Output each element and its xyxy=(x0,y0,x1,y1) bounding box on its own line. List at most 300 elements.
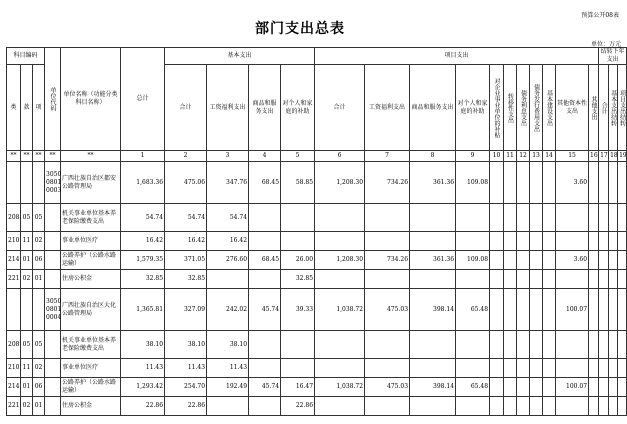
carry-total-cell xyxy=(599,162,609,204)
project-debt-cell xyxy=(517,378,530,397)
basic-total-cell: 32.85 xyxy=(165,270,207,289)
project-personal-cell xyxy=(456,359,490,378)
project-debt-cell xyxy=(517,289,530,331)
subject-kind-cell: 208 xyxy=(7,331,21,359)
item-header: 款 xyxy=(21,65,33,151)
subject-section-cell: 05 xyxy=(33,204,45,232)
basic-total-cell: 38.10 xyxy=(165,331,207,359)
project-wage-cell xyxy=(365,270,410,289)
basic-personal-cell xyxy=(281,204,315,232)
project-other-cell xyxy=(589,204,599,232)
basic-goods-header: 商品和服务支出 xyxy=(249,65,281,151)
subject-kind-cell: 208 xyxy=(7,204,21,232)
index-cell: 9 xyxy=(456,151,490,162)
unit-name-cell: 机关事业单位基本养老保险缴费支出 xyxy=(61,204,121,232)
basic-goods-cell: 45.74 xyxy=(249,378,281,397)
basic-wage-cell: 276.60 xyxy=(207,251,249,270)
carry-project-cell xyxy=(618,162,627,204)
basic-goods-cell xyxy=(249,397,281,416)
unit-name-header: 单位名称（功能分类科目名称） xyxy=(61,48,121,151)
project-capital-cell xyxy=(543,270,556,289)
project-debt-cell xyxy=(517,251,530,270)
carry-basic-header: 基本支出结转 xyxy=(609,65,618,151)
project-wage-cell xyxy=(365,232,410,251)
index-cell: 12 xyxy=(517,151,530,162)
unit-code-cell: 3050 0801 0004 xyxy=(45,289,61,331)
table-row xyxy=(7,359,627,378)
unit-code-header: 单位代码 xyxy=(45,48,61,151)
project-goods-cell xyxy=(410,331,456,359)
project-capital-cell xyxy=(543,359,556,378)
project-total-cell: 1,038.72 xyxy=(315,289,365,331)
project-wage-cell xyxy=(365,397,410,416)
carry-total-header: 合计 xyxy=(599,65,609,151)
subject-item-cell: 02 xyxy=(21,397,33,416)
basic-total-cell: 54.74 xyxy=(165,204,207,232)
index-cell: 8 xyxy=(410,151,456,162)
basic-goods-cell: 45.74 xyxy=(249,289,281,331)
project-other-cell xyxy=(589,331,599,359)
unit-name-cell: 事业单位医疗 xyxy=(61,232,121,251)
table-row xyxy=(7,232,627,251)
carry-basic-cell xyxy=(609,204,618,232)
project-other-capital-cell xyxy=(556,397,589,416)
project-subsidy-cell xyxy=(490,232,504,251)
project-debt-issue-cell xyxy=(530,270,543,289)
table-row xyxy=(7,289,627,331)
carry-project-cell xyxy=(618,397,627,416)
project-goods-cell: 398.14 xyxy=(410,289,456,331)
project-subsidy-cell xyxy=(490,162,504,204)
subject-item-cell: 11 xyxy=(21,232,33,251)
subject-section-cell xyxy=(33,289,45,331)
index-cell: 6 xyxy=(315,151,365,162)
unit-name-cell: 机关事业单位基本养老保险缴费支出 xyxy=(61,331,121,359)
project-wage-cell xyxy=(365,204,410,232)
subject-code-header: 科目编码 xyxy=(7,48,45,65)
project-capital-cell xyxy=(543,232,556,251)
project-other-capital-cell xyxy=(556,204,589,232)
project-transfer-cell xyxy=(504,331,517,359)
project-debt-issue-cell xyxy=(530,251,543,270)
project-transfer-cell xyxy=(504,397,517,416)
index-cell: ** xyxy=(21,151,33,162)
basic-goods-cell xyxy=(249,232,281,251)
project-subsidy-cell xyxy=(490,289,504,331)
project-debt-cell xyxy=(517,397,530,416)
index-cell: ** xyxy=(33,151,45,162)
project-other-header: 其他支出 xyxy=(589,65,599,151)
project-goods-cell: 398.14 xyxy=(410,378,456,397)
kind-header: 类 xyxy=(7,65,21,151)
index-cell: ** xyxy=(45,151,61,162)
project-other-cell xyxy=(589,397,599,416)
basic-wage-cell: 242.02 xyxy=(207,289,249,331)
project-total-cell xyxy=(315,232,365,251)
basic-total-cell: 254.70 xyxy=(165,378,207,397)
unit-code-cell xyxy=(45,204,61,232)
carry-total-cell xyxy=(599,232,609,251)
project-transfer-cell xyxy=(504,270,517,289)
project-other-capital-cell xyxy=(556,359,589,378)
subject-kind-cell xyxy=(7,162,21,204)
carry-basic-cell xyxy=(609,359,618,378)
index-cell: 18 xyxy=(609,151,618,162)
basic-personal-cell xyxy=(281,359,315,378)
index-cell: 7 xyxy=(365,151,410,162)
project-debt-cell xyxy=(517,359,530,378)
project-other-cell xyxy=(589,378,599,397)
subject-item-cell: 01 xyxy=(21,378,33,397)
index-cell: 2 xyxy=(165,151,207,162)
subject-kind-cell: 210 xyxy=(7,359,21,378)
project-total-cell xyxy=(315,397,365,416)
project-other-capital-header: 其他资本性支出 xyxy=(556,65,589,151)
subject-section-cell: 06 xyxy=(33,378,45,397)
project-total-cell: 1,208.30 xyxy=(315,162,365,204)
basic-personal-cell: 26.00 xyxy=(281,251,315,270)
project-capital-cell xyxy=(543,251,556,270)
unit-name-cell: 事业单位医疗 xyxy=(61,359,121,378)
project-personal-header: 对个人和家庭的补助 xyxy=(456,65,490,151)
project-transfer-cell xyxy=(504,289,517,331)
project-debt-issue-cell xyxy=(530,289,543,331)
index-cell: 15 xyxy=(556,151,589,162)
table-row xyxy=(7,162,627,204)
index-cell: 11 xyxy=(504,151,517,162)
carry-total-cell xyxy=(599,289,609,331)
carry-total-cell xyxy=(599,359,609,378)
index-cell: 4 xyxy=(249,151,281,162)
project-other-capital-cell xyxy=(556,232,589,251)
carry-basic-cell xyxy=(609,232,618,251)
basic-total-cell: 22.86 xyxy=(165,397,207,416)
carry-total-cell xyxy=(599,331,609,359)
report-number: 预算公开08表 xyxy=(581,12,619,19)
project-goods-cell xyxy=(410,204,456,232)
basic-wage-cell: 54.74 xyxy=(207,204,249,232)
project-subsidy-cell xyxy=(490,270,504,289)
subject-kind-cell: 221 xyxy=(7,270,21,289)
project-subsidy-cell xyxy=(490,331,504,359)
project-personal-cell xyxy=(456,204,490,232)
basic-personal-cell: 22.86 xyxy=(281,397,315,416)
basic-total-header: 合计 xyxy=(165,65,207,151)
project-capital-cell xyxy=(543,378,556,397)
table-row xyxy=(7,251,627,270)
project-transfer-cell xyxy=(504,378,517,397)
subject-item-cell: 11 xyxy=(21,359,33,378)
carry-total-cell xyxy=(599,251,609,270)
index-cell: 10 xyxy=(490,151,504,162)
project-subsidy-header: 对企业事业单位的补贴 xyxy=(490,65,504,151)
subject-item-cell xyxy=(21,162,33,204)
project-other-cell xyxy=(589,162,599,204)
basic-goods-cell: 68.45 xyxy=(249,162,281,204)
unit-name-cell: 公路养护（公路水路运输） xyxy=(61,378,121,397)
project-other-capital-cell: 3.60 xyxy=(556,162,589,204)
project-goods-cell xyxy=(410,359,456,378)
basic-goods-cell xyxy=(249,359,281,378)
project-personal-cell xyxy=(456,232,490,251)
project-subsidy-cell xyxy=(490,204,504,232)
carry-project-cell xyxy=(618,204,627,232)
subject-item-cell: 01 xyxy=(21,251,33,270)
basic-header: 基本支出 xyxy=(165,48,315,65)
table-row xyxy=(7,378,627,397)
basic-wage-cell xyxy=(207,270,249,289)
index-cell: 16 xyxy=(589,151,599,162)
total-cell: 16.42 xyxy=(121,232,165,251)
table-row xyxy=(7,331,627,359)
project-other-cell xyxy=(589,270,599,289)
basic-total-cell: 475.06 xyxy=(165,162,207,204)
carry-basic-cell xyxy=(609,378,618,397)
carry-project-cell xyxy=(618,251,627,270)
carry-project-header: 项目支出结转 xyxy=(618,65,627,151)
index-cell: 14 xyxy=(543,151,556,162)
basic-total-cell: 11.43 xyxy=(165,359,207,378)
project-goods-cell xyxy=(410,270,456,289)
index-cell: 19 xyxy=(618,151,627,162)
project-transfer-cell xyxy=(504,232,517,251)
project-goods-cell xyxy=(410,232,456,251)
basic-goods-cell xyxy=(249,331,281,359)
project-debt-cell xyxy=(517,331,530,359)
basic-total-cell: 16.42 xyxy=(165,232,207,251)
subject-section-cell: 01 xyxy=(33,270,45,289)
basic-wage-cell: 192.49 xyxy=(207,378,249,397)
project-personal-cell: 65.48 xyxy=(456,289,490,331)
unit-name-cell: 公路养护（公路水路运输） xyxy=(61,251,121,270)
project-debt-issue-header: 债务发行费用支出 xyxy=(530,65,543,151)
carry-basic-cell xyxy=(609,162,618,204)
basic-goods-cell xyxy=(249,204,281,232)
basic-personal-header: 对个人和家庭的补助 xyxy=(281,65,315,151)
carry-total-cell xyxy=(599,397,609,416)
project-goods-cell xyxy=(410,397,456,416)
subject-kind-cell: 210 xyxy=(7,232,21,251)
index-cell: ** xyxy=(7,151,21,162)
basic-personal-cell xyxy=(281,232,315,251)
basic-personal-cell: 32.85 xyxy=(281,270,315,289)
subject-section-cell: 02 xyxy=(33,232,45,251)
project-personal-cell xyxy=(456,397,490,416)
project-personal-cell: 109.08 xyxy=(456,251,490,270)
unit-name-cell: 住房公积金 xyxy=(61,397,121,416)
project-other-cell xyxy=(589,251,599,270)
project-total-cell xyxy=(315,359,365,378)
project-total-cell: 1,208.30 xyxy=(315,251,365,270)
basic-total-cell: 327.09 xyxy=(165,289,207,331)
project-other-capital-cell: 3.60 xyxy=(556,251,589,270)
project-goods-cell: 361.36 xyxy=(410,251,456,270)
project-personal-cell: 65.48 xyxy=(456,378,490,397)
project-transfer-cell xyxy=(504,204,517,232)
project-debt-issue-cell xyxy=(530,162,543,204)
subject-section-cell: 01 xyxy=(33,397,45,416)
carry-basic-cell xyxy=(609,289,618,331)
total-cell: 1,579.35 xyxy=(121,251,165,270)
index-cell: 1 xyxy=(121,151,165,162)
project-total-header: 合计 xyxy=(315,65,365,151)
carry-total-cell xyxy=(599,378,609,397)
project-total-cell xyxy=(315,204,365,232)
project-debt-cell xyxy=(517,162,530,204)
total-cell: 38.10 xyxy=(121,331,165,359)
index-cell: 3 xyxy=(207,151,249,162)
project-other-capital-cell: 100.07 xyxy=(556,378,589,397)
unit-code-cell xyxy=(45,359,61,378)
project-wage-cell: 734.26 xyxy=(365,162,410,204)
unit-code-cell xyxy=(45,270,61,289)
project-debt-issue-cell xyxy=(530,331,543,359)
table-row xyxy=(7,270,627,289)
project-debt-issue-cell xyxy=(530,359,543,378)
subject-item-cell: 02 xyxy=(21,270,33,289)
subject-section-cell xyxy=(33,162,45,204)
subject-section-cell: 06 xyxy=(33,251,45,270)
total-cell: 22.86 xyxy=(121,397,165,416)
project-goods-header: 商品和服务支出 xyxy=(410,65,456,151)
unit-name-cell: 广西壮族自治区都安公路管理局 xyxy=(61,162,121,204)
unit-code-cell xyxy=(45,378,61,397)
basic-personal-cell: 58.85 xyxy=(281,162,315,204)
total-cell: 1,365.81 xyxy=(121,289,165,331)
project-wage-cell: 475.03 xyxy=(365,378,410,397)
project-capital-cell xyxy=(543,204,556,232)
project-transfer-cell xyxy=(504,359,517,378)
carry-basic-cell xyxy=(609,331,618,359)
unit-code-cell xyxy=(45,397,61,416)
total-cell: 11.43 xyxy=(121,359,165,378)
basic-wage-cell: 11.43 xyxy=(207,359,249,378)
project-debt-issue-cell xyxy=(530,397,543,416)
basic-personal-cell: 39.33 xyxy=(281,289,315,331)
total-cell: 54.74 xyxy=(121,204,165,232)
basic-wage-cell: 347.76 xyxy=(207,162,249,204)
carry-project-cell xyxy=(618,378,627,397)
project-total-cell: 1,038.72 xyxy=(315,378,365,397)
project-subsidy-cell xyxy=(490,251,504,270)
carry-header: 结转下年支出 xyxy=(600,48,625,63)
project-transfer-cell xyxy=(504,251,517,270)
total-cell: 1,293.42 xyxy=(121,378,165,397)
unit-name-cell: 广西壮族自治区大化公路管理局 xyxy=(61,289,121,331)
index-cell: 13 xyxy=(530,151,543,162)
carry-project-cell xyxy=(618,232,627,251)
project-wage-header: 工资福利支出 xyxy=(365,65,410,151)
total-header: 总计 xyxy=(121,48,165,151)
unit-code-cell xyxy=(45,331,61,359)
table-row xyxy=(7,397,627,416)
project-wage-cell xyxy=(365,331,410,359)
basic-goods-cell xyxy=(249,270,281,289)
total-cell: 1,683.36 xyxy=(121,162,165,204)
total-cell: 32.85 xyxy=(121,270,165,289)
carry-total-cell xyxy=(599,204,609,232)
subject-item-cell: 05 xyxy=(21,331,33,359)
subject-kind-cell: 214 xyxy=(7,251,21,270)
subject-kind-cell: 221 xyxy=(7,397,21,416)
project-total-cell xyxy=(315,270,365,289)
table-row xyxy=(7,204,627,232)
project-capital-cell xyxy=(543,289,556,331)
project-personal-cell xyxy=(456,270,490,289)
expenditure-table xyxy=(6,47,627,416)
subject-kind-cell xyxy=(7,289,21,331)
basic-goods-cell: 68.45 xyxy=(249,251,281,270)
subject-section-cell: 02 xyxy=(33,359,45,378)
project-debt-issue-cell xyxy=(530,204,543,232)
subject-kind-cell: 214 xyxy=(7,378,21,397)
unit-label: 单位：万元 xyxy=(590,41,621,48)
project-wage-cell: 734.26 xyxy=(365,251,410,270)
project-personal-cell xyxy=(456,331,490,359)
project-capital-cell xyxy=(543,331,556,359)
basic-wage-header: 工资福利支出 xyxy=(207,65,249,151)
project-debt-cell xyxy=(517,232,530,251)
project-other-cell xyxy=(589,359,599,378)
carry-project-cell xyxy=(618,270,627,289)
project-transfer-cell xyxy=(504,162,517,204)
unit-code-cell xyxy=(45,251,61,270)
project-total-cell xyxy=(315,331,365,359)
project-debt-issue-cell xyxy=(530,378,543,397)
carry-project-cell xyxy=(618,331,627,359)
unit-code-cell xyxy=(45,232,61,251)
index-cell: 17 xyxy=(599,151,609,162)
unit-name-cell: 住房公积金 xyxy=(61,270,121,289)
page-title: 部门支出总表 xyxy=(255,21,345,37)
basic-personal-cell xyxy=(281,331,315,359)
project-wage-cell: 475.03 xyxy=(365,289,410,331)
subject-item-cell: 05 xyxy=(21,204,33,232)
project-wage-cell xyxy=(365,359,410,378)
project-subsidy-cell xyxy=(490,359,504,378)
carry-basic-cell xyxy=(609,270,618,289)
basic-wage-cell: 38.10 xyxy=(207,331,249,359)
index-cell: ** xyxy=(61,151,121,162)
basic-personal-cell: 16.47 xyxy=(281,378,315,397)
project-header: 项目支出 xyxy=(315,48,599,65)
basic-total-cell: 371.05 xyxy=(165,251,207,270)
carry-basic-cell xyxy=(609,251,618,270)
project-debt-cell xyxy=(517,204,530,232)
project-debt-header: 债务利息支出 xyxy=(517,65,530,151)
project-debt-cell xyxy=(517,270,530,289)
subject-item-cell xyxy=(21,289,33,331)
project-other-capital-cell xyxy=(556,331,589,359)
project-capital-cell xyxy=(543,162,556,204)
basic-wage-cell: 16.42 xyxy=(207,232,249,251)
carry-project-cell xyxy=(618,359,627,378)
project-other-cell xyxy=(589,289,599,331)
project-subsidy-cell xyxy=(490,378,504,397)
carry-project-cell xyxy=(618,289,627,331)
subject-section-cell: 05 xyxy=(33,331,45,359)
project-capital-cell xyxy=(543,397,556,416)
index-cell: 5 xyxy=(281,151,315,162)
project-transfer-header: 转移性支出 xyxy=(504,65,517,151)
carry-basic-cell xyxy=(609,397,618,416)
project-other-capital-cell: 100.07 xyxy=(556,289,589,331)
project-other-cell xyxy=(589,232,599,251)
project-capital-header: 基本建设支出 xyxy=(543,65,556,151)
section-header: 项 xyxy=(33,65,45,151)
project-goods-cell: 361.36 xyxy=(410,162,456,204)
basic-wage-cell xyxy=(207,397,249,416)
